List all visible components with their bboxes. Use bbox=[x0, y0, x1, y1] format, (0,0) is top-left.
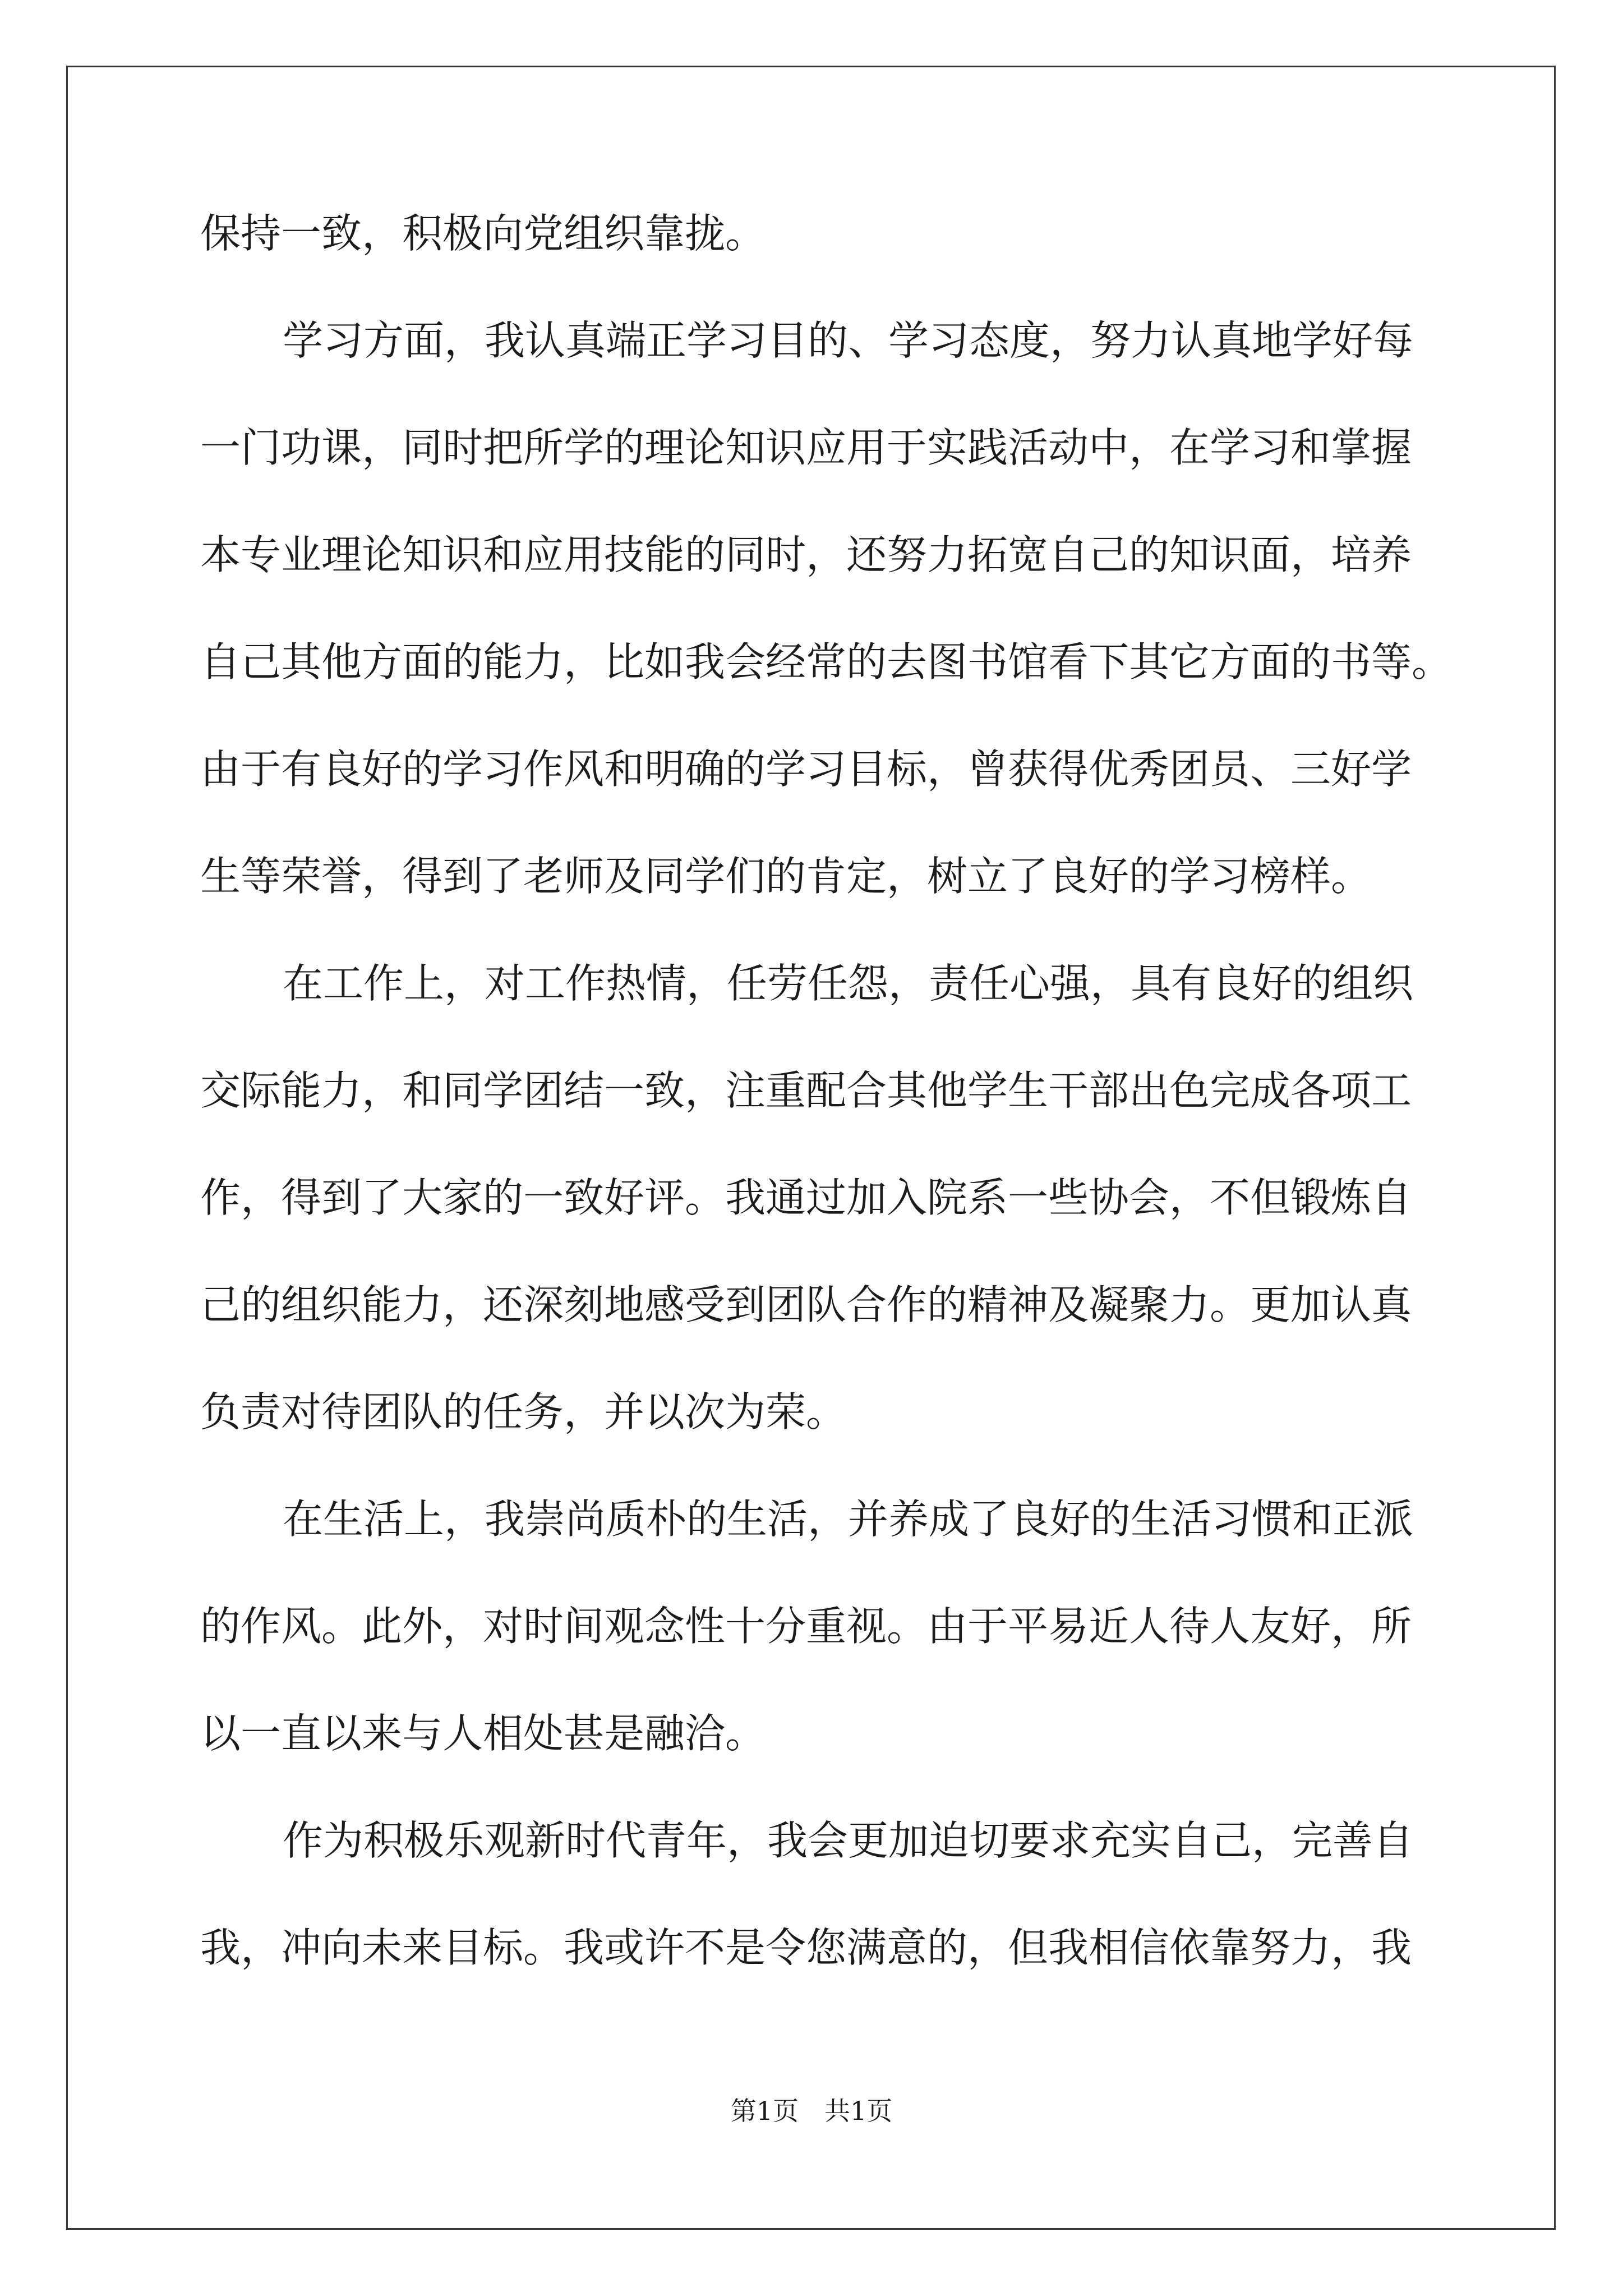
text-line: 在工作上，对工作热情，任劳任怨，责任心强，具有良好的组织 bbox=[283, 960, 1414, 1007]
text-line: 作，得到了大家的一致好评。我通过加入院系一些协会，不但锻炼自 bbox=[200, 1174, 1412, 1221]
text-line: 一门功课，同时把所学的理论知识应用于实践活动中，在学习和掌握 bbox=[200, 424, 1412, 471]
text-line: 由于有良好的学习作风和明确的学习目标，曾获得优秀团员、三好学 bbox=[200, 746, 1412, 793]
text-line: 在生活上，我崇尚质朴的生活，并养成了良好的生活习惯和正派 bbox=[283, 1496, 1414, 1543]
text-line: 生等荣誉，得到了老师及同学们的肯定，树立了良好的学习榜样。 bbox=[200, 853, 1372, 900]
page-number-footer: 第1页 共1页 bbox=[730, 2096, 893, 2126]
text-line: 学习方面，我认真端正学习目的、学习态度，努力认真地学好每 bbox=[283, 317, 1414, 364]
text-line: 自己其他方面的能力，比如我会经常的去图书馆看下其它方面的书等。 bbox=[200, 638, 1453, 685]
text-line: 作为积极乐观新时代青年，我会更加迫切要求充实自己，完善自 bbox=[283, 1817, 1414, 1864]
text-line: 交际能力，和同学团结一致，注重配合其他学生干部出色完成各项工 bbox=[200, 1067, 1412, 1114]
text-line: 保持一致，积极向党组织靠拢。 bbox=[200, 210, 766, 257]
text-line: 本专业理论知识和应用技能的同时，还努力拓宽自己的知识面，培养 bbox=[200, 531, 1412, 578]
text-line: 以一直以来与人相处甚是融洽。 bbox=[200, 1710, 766, 1757]
text-line: 的作风。此外，对时间观念性十分重视。由于平易近人待人友好，所 bbox=[200, 1603, 1412, 1650]
document-body bbox=[200, 210, 1453, 2035]
text-line: 己的组织能力，还深刻地感受到团队合作的精神及凝聚力。更加认真 bbox=[200, 1281, 1412, 1328]
text-line: 我，冲向未来目标。我或许不是令您满意的，但我相信依靠努力，我 bbox=[200, 1924, 1412, 1971]
text-line: 负责对待团队的任务，并以次为荣。 bbox=[200, 1388, 847, 1435]
